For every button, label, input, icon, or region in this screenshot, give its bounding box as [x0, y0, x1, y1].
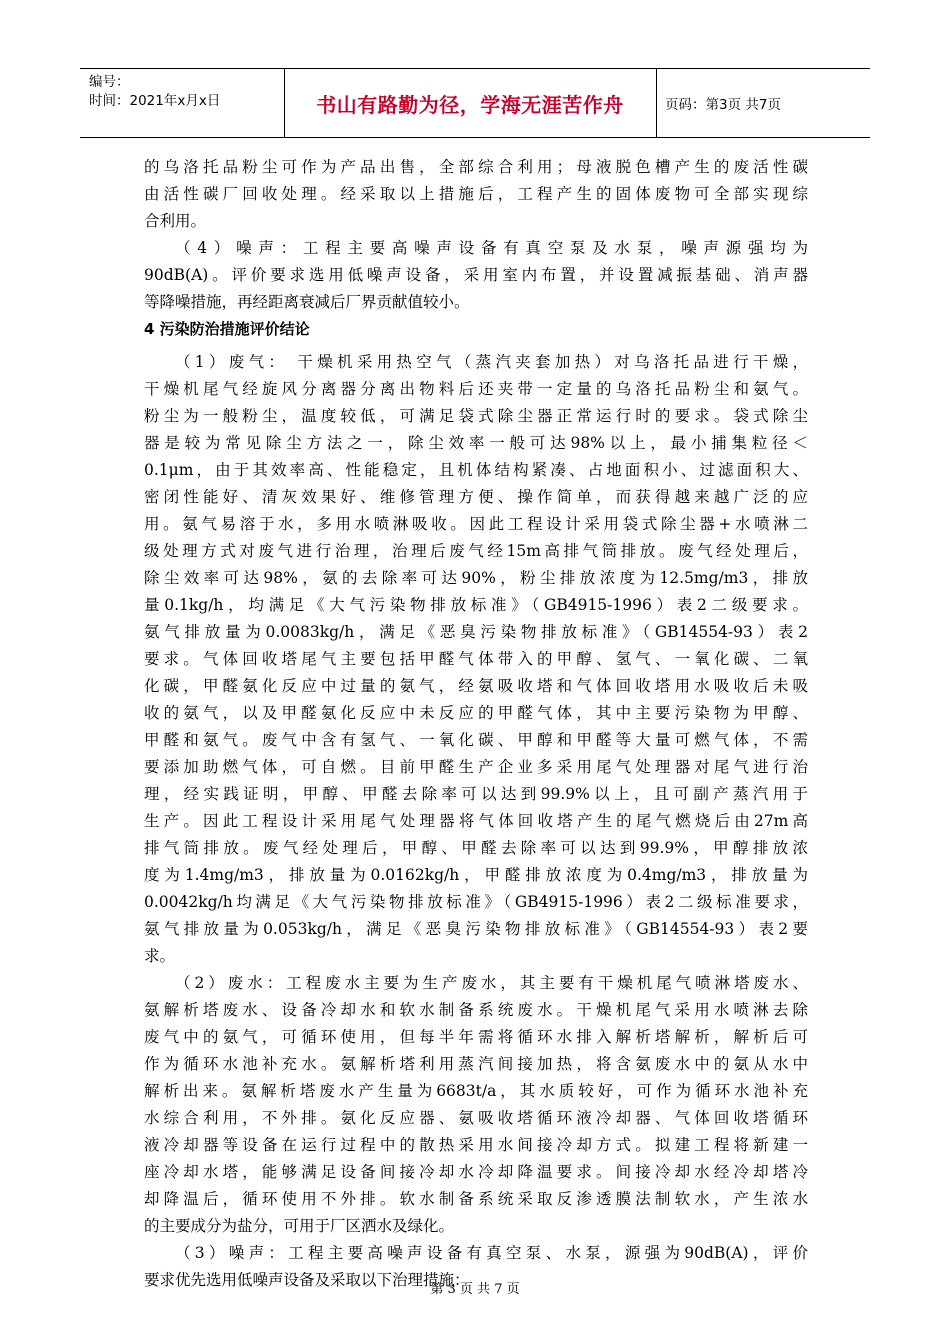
- text-line: 量0.1kg/h，均满足《大气污染物排放标准》（GB4915-1996）表2二级要求。: [144, 596, 808, 614]
- paragraph-noise-4: [144, 235, 808, 316]
- text-line: 要求。气体回收塔尾气主要包括甲醛气体带入的甲醇、氢气、一氧化碳、二氧: [144, 650, 808, 668]
- text-line: 氨气排放量为0.0083kg/h，满足《恶臭污染物排放标准》（GB14554-93）表2: [144, 623, 808, 641]
- text-line: 器是较为常见除尘方法之一，除尘效率一般可达98%以上，最小捕集粒径＜: [144, 434, 808, 452]
- text-line: 要添加助燃气体，可自燃。目前甲醛生产企业多采用尾气处理器对尾气进行治: [144, 758, 808, 776]
- section-heading: 4 污染防治措施评价结论: [144, 320, 310, 338]
- text-line: 水综合利用，不外排。氨化反应器、氨吸收塔循环液冷却器、气体回收塔循环: [144, 1109, 808, 1127]
- text-line: （1）废气： 干燥机采用热空气（蒸汽夹套加热）对乌洛托品进行干燥，: [175, 353, 808, 371]
- text-line: 要求优先选用低噪声设备及采取以下治理措施：: [144, 1271, 470, 1289]
- paragraph-waste-water: [144, 970, 808, 1240]
- text-line: 理，经实践证明，甲醇、甲醛去除率可以达到99.9%以上，且可副产蒸汽用于: [144, 785, 808, 803]
- page-header: [80, 68, 870, 138]
- text-line: 级处理方式对废气进行治理，治理后废气经15m高排气筒排放。废气经处理后，: [144, 542, 808, 560]
- header-divider: [656, 69, 657, 137]
- text-line: 0.0042kg/h均满足《大气污染物排放标准》（GB4915-1996）表2二级标准要求，: [144, 893, 808, 911]
- code-label: 编号：: [89, 74, 130, 90]
- header-meta: [89, 73, 220, 111]
- text-line: 合利用。: [144, 212, 207, 230]
- paragraph-solid-waste: [144, 154, 808, 235]
- text-line: 氨气排放量为0.053kg/h，满足《恶臭污染物排放标准》（GB14554-93）表2要: [144, 920, 808, 938]
- time-label: 时间：2021年x月x日: [89, 93, 221, 109]
- text-line: 干燥机尾气经旋风分离器分离出物料后还夹带一定量的乌洛托品粉尘和氨气。: [144, 380, 808, 398]
- text-line: 生产。因此工程设计采用尾气处理器将气体回收塔产生的尾气燃烧后由27m高: [144, 812, 808, 830]
- text-line: 座冷却水塔，能够满足设备间接冷却水冷却降温要求。间接冷却水经冷却塔冷: [144, 1163, 808, 1181]
- text-line: 氨解析塔废水、设备冷却水和软水制备系统废水。干燥机尾气采用水喷淋去除: [144, 1001, 808, 1019]
- document-body: [144, 154, 808, 1294]
- page-footer: 第 3 页 共 7 页: [430, 1282, 520, 1297]
- text-line: 由活性碳厂回收处理。经采取以上措施后，工程产生的固体废物可全部实现综: [144, 185, 808, 203]
- text-line: 作为循环水池补充水。氨解析塔利用蒸汽间接加热，将含氨废水中的氨从水中: [144, 1055, 808, 1073]
- text-line: 求。: [144, 947, 176, 965]
- text-line: 排气筒排放。废气经处理后，甲醇、甲醛去除率可以达到99.9%，甲醇排放浓: [144, 839, 808, 857]
- text-line: 液冷却器等设备在运行过程中的散热采用水间接冷却方式。拟建工程将新建一: [144, 1136, 808, 1154]
- text-line: 解析出来。氨解析塔废水产生量为6683t/a，其水质较好，可作为循环水池补充: [144, 1082, 808, 1100]
- text-line: （3）噪声：工程主要高噪声设备有真空泵、水泵，源强为90dB(A)，评价: [175, 1244, 808, 1262]
- text-line: 甲醛和氨气。废气中含有氢气、一氧化碳、甲醇和甲醛等大量可燃气体，不需: [144, 731, 808, 749]
- text-line: 的乌洛托品粉尘可作为产品出售，全部综合利用；母液脱色槽产生的废活性碳: [144, 158, 808, 176]
- text-line: 90dB(A)。评价要求选用低噪声设备，采用室内布置，并设置减振基础、消声器: [144, 266, 808, 284]
- text-line: 用。氨气易溶于水，多用水喷淋吸收。因此工程设计采用袋式除尘器+水喷淋二: [144, 515, 808, 533]
- text-line: 废气中的氨气，可循环使用，但每半年需将循环水排入解析塔解析，解析后可: [144, 1028, 808, 1046]
- text-line: （4）噪声：工程主要高噪声设备有真空泵及水泵，噪声源强均为: [175, 239, 808, 257]
- text-line: 密闭性能好、清灰效果好、维修管理方便、操作简单，而获得越来越广泛的应: [144, 488, 808, 506]
- text-line: 除尘效率可达98%，氨的去除率可达90%，粉尘排放浓度为12.5mg/m3，排放: [144, 569, 808, 587]
- text-line: 收的氨气，以及甲醛氨化反应中未反应的甲醛气体，其中主要污染物为甲醇、: [144, 704, 808, 722]
- text-line: 度为1.4mg/m3，排放量为0.0162kg/h，甲醛排放浓度为0.4mg/m3，排放量为: [144, 866, 808, 884]
- text-line: 粉尘为一般粉尘，温度较低，可满足袋式除尘器正常运行时的要求。袋式除尘: [144, 407, 808, 425]
- paragraph-waste-gas: [144, 349, 808, 970]
- text-line: （2）废水：工程废水主要为生产废水，其主要有干燥机尾气喷淋塔废水、: [175, 974, 808, 992]
- text-line: 0.1μm，由于其效率高、性能稳定，且机体结构紧凑、占地面积小、过滤面积大、: [144, 461, 808, 479]
- text-line: 的主要成分为盐分，可用于厂区洒水及绿化。: [144, 1217, 455, 1235]
- header-motto: 书山有路勤为径，学海无涯苦作舟: [316, 93, 624, 117]
- text-line: 却降温后，循环使用不外排。软水制备系统采取反渗透膜法制软水，产生浓水: [144, 1190, 808, 1208]
- header-page-info: 页码：第3页 共7页: [665, 97, 781, 113]
- text-line: 化碳，甲醛氨化反应中过量的氨气，经氨吸收塔和气体回收塔用水吸收后未吸: [144, 677, 808, 695]
- text-line: 等降噪措施，再经距离衰减后厂界贡献值较小。: [144, 293, 470, 311]
